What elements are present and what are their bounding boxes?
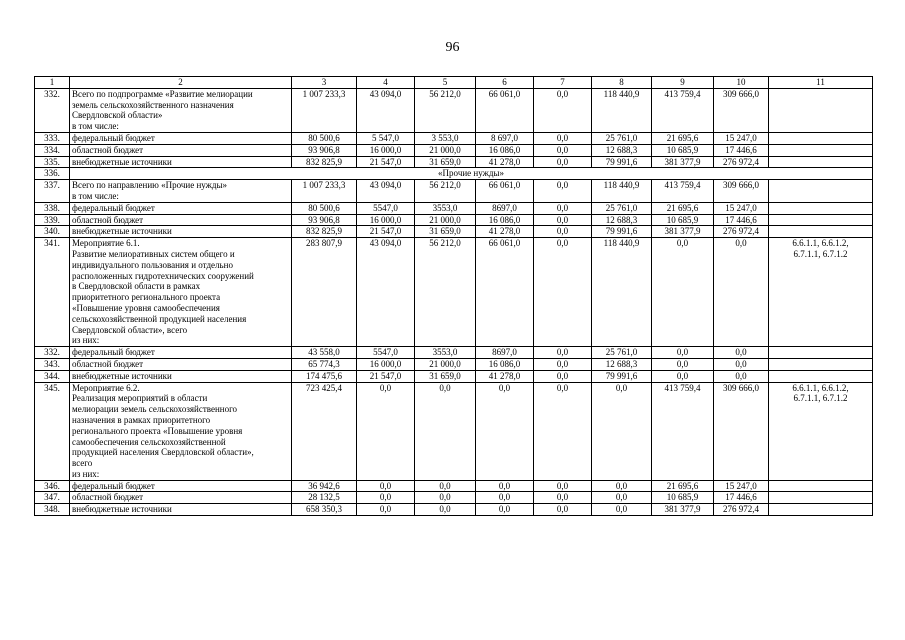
value-cell-col-8: 0,0 xyxy=(592,382,652,480)
value-cell-col-7: 0,0 xyxy=(534,156,592,168)
value-cell-col-4: 43 094,0 xyxy=(357,180,415,203)
description-line: «Повышение уровня самообеспечения xyxy=(72,302,220,313)
value-cell-col-4: 16 000,0 xyxy=(357,358,415,370)
value-cell-col-6: 0,0 xyxy=(476,382,534,480)
row-description xyxy=(70,382,292,480)
value-cell-col-9: 21 695,6 xyxy=(652,480,714,492)
value-cell-col-3: 1 007 233,3 xyxy=(292,180,357,203)
table-row xyxy=(35,132,873,144)
row-description xyxy=(70,492,292,504)
table-body xyxy=(35,77,873,516)
column-number-9: 9 xyxy=(652,77,714,89)
column-number-3: 3 xyxy=(292,77,357,89)
row-description xyxy=(70,144,292,156)
table-row xyxy=(35,238,873,347)
table-row xyxy=(35,202,873,214)
value-cell-col-5: 31 659,0 xyxy=(415,226,476,238)
value-cell-col-9: 381 377,9 xyxy=(652,226,714,238)
description-line: всего xyxy=(72,458,93,469)
value-cell-col-7: 0,0 xyxy=(534,480,592,492)
value-cell-col-6: 66 061,0 xyxy=(476,238,534,347)
row-description xyxy=(70,88,292,132)
column-number-7: 7 xyxy=(534,77,592,89)
value-cell-col-5: 3 553,0 xyxy=(415,132,476,144)
description-line: Развитие мелиоративных систем общего и xyxy=(72,248,235,259)
value-cell-col-3: 43 558,0 xyxy=(292,347,357,359)
value-cell-col-9: 381 377,9 xyxy=(652,156,714,168)
row-description xyxy=(70,226,292,238)
value-cell-col-9: 413 759,4 xyxy=(652,88,714,132)
row-number: 340. xyxy=(35,226,70,238)
value-cell-col-9: 10 685,9 xyxy=(652,492,714,504)
value-cell-col-7: 0,0 xyxy=(534,88,592,132)
value-cell-col-3: 93 906,8 xyxy=(292,214,357,226)
value-cell-col-4: 0,0 xyxy=(357,480,415,492)
value-cell-col-6: 0,0 xyxy=(476,492,534,504)
table-row xyxy=(35,214,873,226)
description-line: мелиорации земель сельскохозяйственного xyxy=(72,404,238,415)
description-line: Всего по направлению «Прочие нужды» xyxy=(72,180,228,191)
target-indicator-line: 6.7.1.1, 6.7.1.2 xyxy=(793,248,848,259)
target-indicators-cell xyxy=(769,88,873,132)
value-cell-col-10: 15 247,0 xyxy=(714,132,769,144)
row-number: 334. xyxy=(35,144,70,156)
row-number: 344. xyxy=(35,370,70,382)
table-row xyxy=(35,347,873,359)
value-cell-col-9: 413 759,4 xyxy=(652,382,714,480)
value-cell-col-6: 16 086,0 xyxy=(476,358,534,370)
description-line: федеральный бюджет xyxy=(72,480,155,491)
value-cell-col-6: 66 061,0 xyxy=(476,180,534,203)
value-cell-col-5: 56 212,0 xyxy=(415,88,476,132)
row-number: 347. xyxy=(35,492,70,504)
value-cell-col-7: 0,0 xyxy=(534,180,592,203)
value-cell-col-8: 79 991,6 xyxy=(592,370,652,382)
value-cell-col-5: 3553,0 xyxy=(415,202,476,214)
value-cell-col-8: 12 688,3 xyxy=(592,144,652,156)
description-line: Реализация мероприятий в области xyxy=(72,393,208,404)
row-description xyxy=(70,132,292,144)
value-cell-col-10: 276 972,4 xyxy=(714,226,769,238)
row-number: 345. xyxy=(35,382,70,480)
value-cell-col-7: 0,0 xyxy=(534,202,592,214)
value-cell-col-7: 0,0 xyxy=(534,238,592,347)
value-cell-col-5: 31 659,0 xyxy=(415,370,476,382)
value-cell-col-7: 0,0 xyxy=(534,382,592,480)
value-cell-col-7: 0,0 xyxy=(534,347,592,359)
value-cell-col-8: 79 991,6 xyxy=(592,226,652,238)
value-cell-col-7: 0,0 xyxy=(534,370,592,382)
value-cell-col-6: 41 278,0 xyxy=(476,226,534,238)
value-cell-col-5: 0,0 xyxy=(415,504,476,516)
value-cell-col-3: 28 132,5 xyxy=(292,492,357,504)
row-description xyxy=(70,214,292,226)
description-line: Свердловской области», всего xyxy=(72,324,188,335)
table-row xyxy=(35,156,873,168)
value-cell-col-7: 0,0 xyxy=(534,144,592,156)
value-cell-col-3: 36 942,6 xyxy=(292,480,357,492)
value-cell-col-10: 276 972,4 xyxy=(714,156,769,168)
value-cell-col-8: 79 991,6 xyxy=(592,156,652,168)
value-cell-col-5: 21 000,0 xyxy=(415,214,476,226)
value-cell-col-3: 832 825,9 xyxy=(292,226,357,238)
row-number: 333. xyxy=(35,132,70,144)
value-cell-col-10: 15 247,0 xyxy=(714,480,769,492)
value-cell-col-7: 0,0 xyxy=(534,226,592,238)
row-description xyxy=(70,202,292,214)
value-cell-col-9: 381 377,9 xyxy=(652,504,714,516)
target-indicators-cell xyxy=(769,370,873,382)
table-row xyxy=(35,358,873,370)
row-number: 332. xyxy=(35,88,70,132)
column-number-11: 11 xyxy=(769,77,873,89)
description-line: земель сельскохозяйственного назначения xyxy=(72,99,234,110)
value-cell-col-8: 25 761,0 xyxy=(592,202,652,214)
row-description xyxy=(70,480,292,492)
value-cell-col-6: 0,0 xyxy=(476,504,534,516)
value-cell-col-7: 0,0 xyxy=(534,492,592,504)
value-cell-col-6: 66 061,0 xyxy=(476,88,534,132)
section-title: «Прочие нужды» xyxy=(70,168,873,180)
row-number: 337. xyxy=(35,180,70,203)
value-cell-col-3: 80 500,6 xyxy=(292,202,357,214)
row-number: 346. xyxy=(35,480,70,492)
row-number: 338. xyxy=(35,202,70,214)
target-indicators-cell xyxy=(769,238,873,347)
value-cell-col-5: 56 212,0 xyxy=(415,238,476,347)
value-cell-col-4: 21 547,0 xyxy=(357,156,415,168)
value-cell-col-4: 16 000,0 xyxy=(357,214,415,226)
description-line: федеральный бюджет xyxy=(72,202,155,213)
target-indicators-cell xyxy=(769,358,873,370)
value-cell-col-9: 0,0 xyxy=(652,347,714,359)
description-line: самообеспечения сельскохозяйственной xyxy=(72,436,226,447)
table-row xyxy=(35,144,873,156)
value-cell-col-9: 413 759,4 xyxy=(652,180,714,203)
row-number: 335. xyxy=(35,156,70,168)
value-cell-col-4: 43 094,0 xyxy=(357,238,415,347)
row-description xyxy=(70,156,292,168)
description-line: Мероприятие 6.1. xyxy=(72,238,140,249)
target-indicators-cell xyxy=(769,382,873,480)
value-cell-col-10: 17 446,6 xyxy=(714,214,769,226)
value-cell-col-8: 12 688,3 xyxy=(592,214,652,226)
row-number: 336. xyxy=(35,168,70,180)
value-cell-col-7: 0,0 xyxy=(534,214,592,226)
value-cell-col-8: 25 761,0 xyxy=(592,132,652,144)
target-indicators-cell xyxy=(769,480,873,492)
table-header-row xyxy=(35,77,873,89)
value-cell-col-9: 10 685,9 xyxy=(652,144,714,156)
value-cell-col-4: 0,0 xyxy=(357,382,415,480)
value-cell-col-4: 21 547,0 xyxy=(357,370,415,382)
value-cell-col-3: 658 350,3 xyxy=(292,504,357,516)
row-number: 341. xyxy=(35,238,70,347)
description-line: назначения в рамках приоритетного xyxy=(72,414,211,425)
row-description xyxy=(70,370,292,382)
value-cell-col-7: 0,0 xyxy=(534,504,592,516)
value-cell-col-10: 15 247,0 xyxy=(714,202,769,214)
description-line: внебюджетные источники xyxy=(72,226,172,237)
description-line: в том числе: xyxy=(72,121,119,132)
value-cell-col-5: 21 000,0 xyxy=(415,358,476,370)
row-description xyxy=(70,347,292,359)
value-cell-col-3: 283 807,9 xyxy=(292,238,357,347)
target-indicators-cell xyxy=(769,492,873,504)
value-cell-col-9: 21 695,6 xyxy=(652,132,714,144)
target-indicators-cell xyxy=(769,226,873,238)
value-cell-col-5: 56 212,0 xyxy=(415,180,476,203)
description-line: в Свердловской области в рамках xyxy=(72,281,201,292)
value-cell-col-3: 93 906,8 xyxy=(292,144,357,156)
row-number: 348. xyxy=(35,504,70,516)
column-number-4: 4 xyxy=(357,77,415,89)
target-indicators-cell xyxy=(769,132,873,144)
description-line: продукцией населения Свердловской области», xyxy=(72,447,254,458)
value-cell-col-3: 832 825,9 xyxy=(292,156,357,168)
value-cell-col-7: 0,0 xyxy=(534,132,592,144)
value-cell-col-9: 0,0 xyxy=(652,238,714,347)
value-cell-col-10: 309 666,0 xyxy=(714,180,769,203)
row-description xyxy=(70,238,292,347)
row-number: 343. xyxy=(35,358,70,370)
description-line: областной бюджет xyxy=(72,144,144,155)
value-cell-col-4: 21 547,0 xyxy=(357,226,415,238)
value-cell-col-10: 0,0 xyxy=(714,370,769,382)
value-cell-col-3: 65 774,3 xyxy=(292,358,357,370)
description-line: в том числе: xyxy=(72,190,119,201)
description-line: сельскохозяйственной продукцией населения xyxy=(72,313,247,324)
table-row xyxy=(35,180,873,203)
value-cell-col-5: 0,0 xyxy=(415,480,476,492)
column-number-1: 1 xyxy=(35,77,70,89)
row-description xyxy=(70,504,292,516)
description-line: внебюджетные источники xyxy=(72,156,172,167)
value-cell-col-4: 5547,0 xyxy=(357,347,415,359)
value-cell-col-3: 174 475,6 xyxy=(292,370,357,382)
description-line: регионального проекта «Повышение уровня xyxy=(72,425,243,436)
table-row xyxy=(35,492,873,504)
value-cell-col-5: 3553,0 xyxy=(415,347,476,359)
value-cell-col-5: 0,0 xyxy=(415,382,476,480)
column-number-8: 8 xyxy=(592,77,652,89)
value-cell-col-9: 21 695,6 xyxy=(652,202,714,214)
column-number-2: 2 xyxy=(70,77,292,89)
column-number-6: 6 xyxy=(476,77,534,89)
value-cell-col-8: 0,0 xyxy=(592,504,652,516)
table-row xyxy=(35,168,873,180)
budget-table xyxy=(34,76,873,516)
description-line: областной бюджет xyxy=(72,214,144,225)
value-cell-col-4: 16 000,0 xyxy=(357,144,415,156)
target-indicators-cell xyxy=(769,144,873,156)
value-cell-col-10: 17 446,6 xyxy=(714,144,769,156)
value-cell-col-6: 8697,0 xyxy=(476,202,534,214)
value-cell-col-10: 0,0 xyxy=(714,358,769,370)
column-number-10: 10 xyxy=(714,77,769,89)
description-line: внебюджетные источники xyxy=(72,370,172,381)
value-cell-col-8: 0,0 xyxy=(592,480,652,492)
value-cell-col-3: 1 007 233,3 xyxy=(292,88,357,132)
value-cell-col-7: 0,0 xyxy=(534,358,592,370)
value-cell-col-9: 0,0 xyxy=(652,358,714,370)
value-cell-col-4: 0,0 xyxy=(357,492,415,504)
value-cell-col-4: 5 547,0 xyxy=(357,132,415,144)
table-row xyxy=(35,88,873,132)
value-cell-col-5: 0,0 xyxy=(415,492,476,504)
value-cell-col-8: 118 440,9 xyxy=(592,238,652,347)
value-cell-col-3: 80 500,6 xyxy=(292,132,357,144)
table-row xyxy=(35,480,873,492)
column-number-5: 5 xyxy=(415,77,476,89)
value-cell-col-10: 0,0 xyxy=(714,347,769,359)
value-cell-col-9: 10 685,9 xyxy=(652,214,714,226)
value-cell-col-8: 0,0 xyxy=(592,492,652,504)
value-cell-col-6: 41 278,0 xyxy=(476,370,534,382)
target-indicators-cell xyxy=(769,504,873,516)
description-line: федеральный бюджет xyxy=(72,132,155,143)
description-line: индивидуального пользования и отдельно xyxy=(72,259,233,270)
value-cell-col-10: 276 972,4 xyxy=(714,504,769,516)
description-line: областной бюджет xyxy=(72,358,144,369)
table-row xyxy=(35,370,873,382)
value-cell-col-8: 25 761,0 xyxy=(592,347,652,359)
target-indicators-cell xyxy=(769,214,873,226)
value-cell-col-6: 16 086,0 xyxy=(476,144,534,156)
value-cell-col-8: 118 440,9 xyxy=(592,180,652,203)
value-cell-col-6: 8 697,0 xyxy=(476,132,534,144)
value-cell-col-5: 21 000,0 xyxy=(415,144,476,156)
target-indicators-cell xyxy=(769,347,873,359)
value-cell-col-4: 5547,0 xyxy=(357,202,415,214)
target-indicators-cell xyxy=(769,180,873,203)
target-indicator-line: 6.6.1.1, 6.6.1.2, xyxy=(792,382,849,393)
description-line: областной бюджет xyxy=(72,492,144,503)
description-line: Мероприятие 6.2. xyxy=(72,382,140,393)
value-cell-col-9: 0,0 xyxy=(652,370,714,382)
value-cell-col-10: 309 666,0 xyxy=(714,88,769,132)
description-line: Свердловской области» xyxy=(72,110,163,121)
target-indicator-line: 6.6.1.1, 6.6.1.2, xyxy=(792,238,849,249)
page-number: 96 xyxy=(445,40,460,55)
value-cell-col-3: 723 425,4 xyxy=(292,382,357,480)
value-cell-col-6: 8697,0 xyxy=(476,347,534,359)
value-cell-col-6: 16 086,0 xyxy=(476,214,534,226)
value-cell-col-4: 43 094,0 xyxy=(357,88,415,132)
row-description xyxy=(70,180,292,203)
table-row xyxy=(35,382,873,480)
value-cell-col-10: 309 666,0 xyxy=(714,382,769,480)
value-cell-col-8: 12 688,3 xyxy=(592,358,652,370)
value-cell-col-4: 0,0 xyxy=(357,504,415,516)
description-line: из них: xyxy=(72,468,100,479)
description-line: федеральный бюджет xyxy=(72,347,155,358)
value-cell-col-10: 17 446,6 xyxy=(714,492,769,504)
value-cell-col-5: 31 659,0 xyxy=(415,156,476,168)
target-indicators-cell xyxy=(769,202,873,214)
description-line: приоритетного регионального проекта xyxy=(72,292,221,303)
description-line: из них: xyxy=(72,335,100,346)
table-row xyxy=(35,226,873,238)
value-cell-col-6: 0,0 xyxy=(476,480,534,492)
description-line: внебюджетные источники xyxy=(72,504,172,515)
description-line: Всего по подпрограмме «Развитие мелиорации xyxy=(72,88,253,99)
table-row xyxy=(35,504,873,516)
value-cell-col-10: 0,0 xyxy=(714,238,769,347)
target-indicator-line: 6.7.1.1, 6.7.1.2 xyxy=(793,393,848,404)
description-line: расположенных гидротехнических сооружений xyxy=(72,270,254,281)
row-description xyxy=(70,358,292,370)
row-number: 332. xyxy=(35,347,70,359)
value-cell-col-8: 118 440,9 xyxy=(592,88,652,132)
value-cell-col-6: 41 278,0 xyxy=(476,156,534,168)
target-indicators-cell xyxy=(769,156,873,168)
row-number: 339. xyxy=(35,214,70,226)
